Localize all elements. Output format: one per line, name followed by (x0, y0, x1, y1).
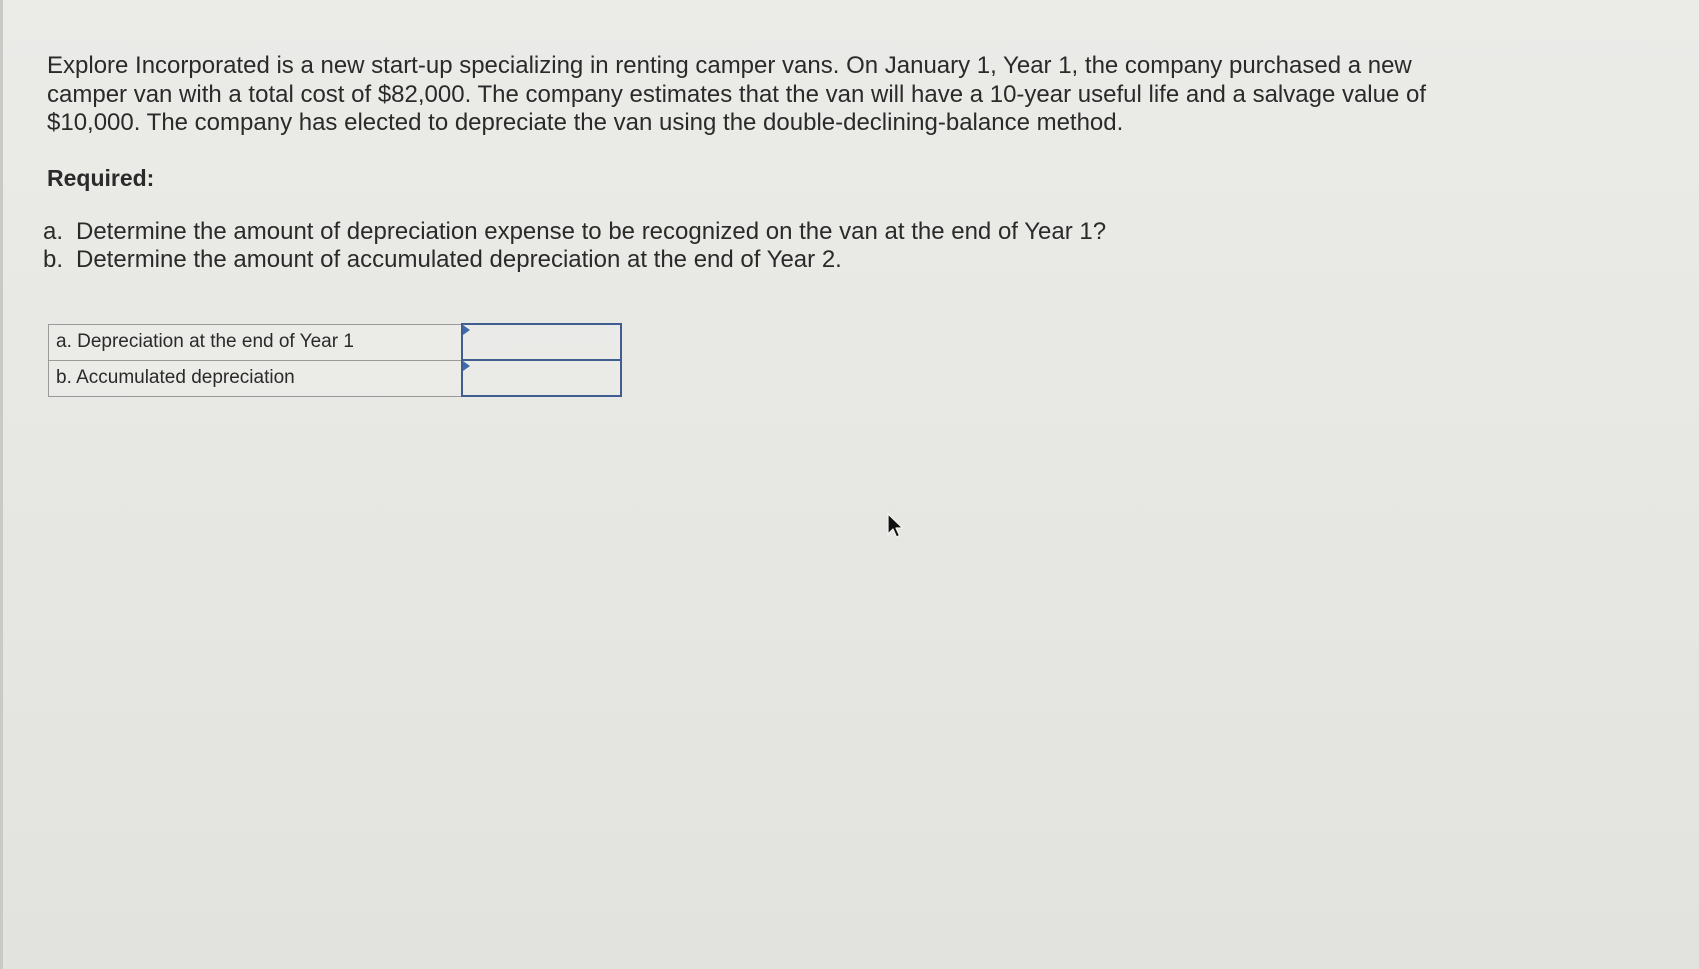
screen-edge (0, 0, 3, 969)
problem-line-3: $10,000. The company has elected to depreciate the van using the double-declining-balance method. (47, 109, 1124, 136)
depreciation-year1-input[interactable] (463, 327, 620, 357)
depreciation-year1-cell[interactable] (462, 324, 621, 360)
input-flag-icon (463, 325, 470, 335)
depreciation-year1-label: a. Depreciation at the end of Year 1 (49, 324, 463, 360)
mouse-pointer-icon (887, 513, 905, 541)
accumulated-depreciation-cell[interactable] (462, 360, 621, 396)
required-item-marker: b. (43, 246, 64, 273)
required-item-a (43, 218, 1487, 247)
answer-table (48, 323, 622, 397)
required-item-text: Determine the amount of depreciation expense to be recognized on the van at the end of Year 1? (76, 217, 1107, 245)
problem-line-1: Explore Incorporated is a new start-up specializing in renting camper vans. On January 1, Year 1, the company purchased a new (47, 52, 1412, 79)
required-item-b (43, 246, 1487, 275)
table-row (49, 324, 622, 360)
required-list (43, 217, 1487, 275)
accumulated-depreciation-input[interactable] (463, 363, 620, 393)
question-content (43, 52, 1487, 275)
accumulated-depreciation-label: b. Accumulated depreciation (49, 360, 463, 396)
problem-line-2: camper van with a total cost of $82,000. The company estimates that the van will have a 10-year useful life and a salvage value of (47, 80, 1427, 108)
problem-statement (47, 52, 1487, 138)
input-flag-icon (463, 361, 470, 371)
required-item-marker: a. (43, 217, 64, 245)
required-item-text: Determine the amount of accumulated depreciation at the end of Year 2. (76, 246, 842, 273)
table-row (49, 360, 622, 396)
required-heading: Required: (47, 164, 155, 191)
